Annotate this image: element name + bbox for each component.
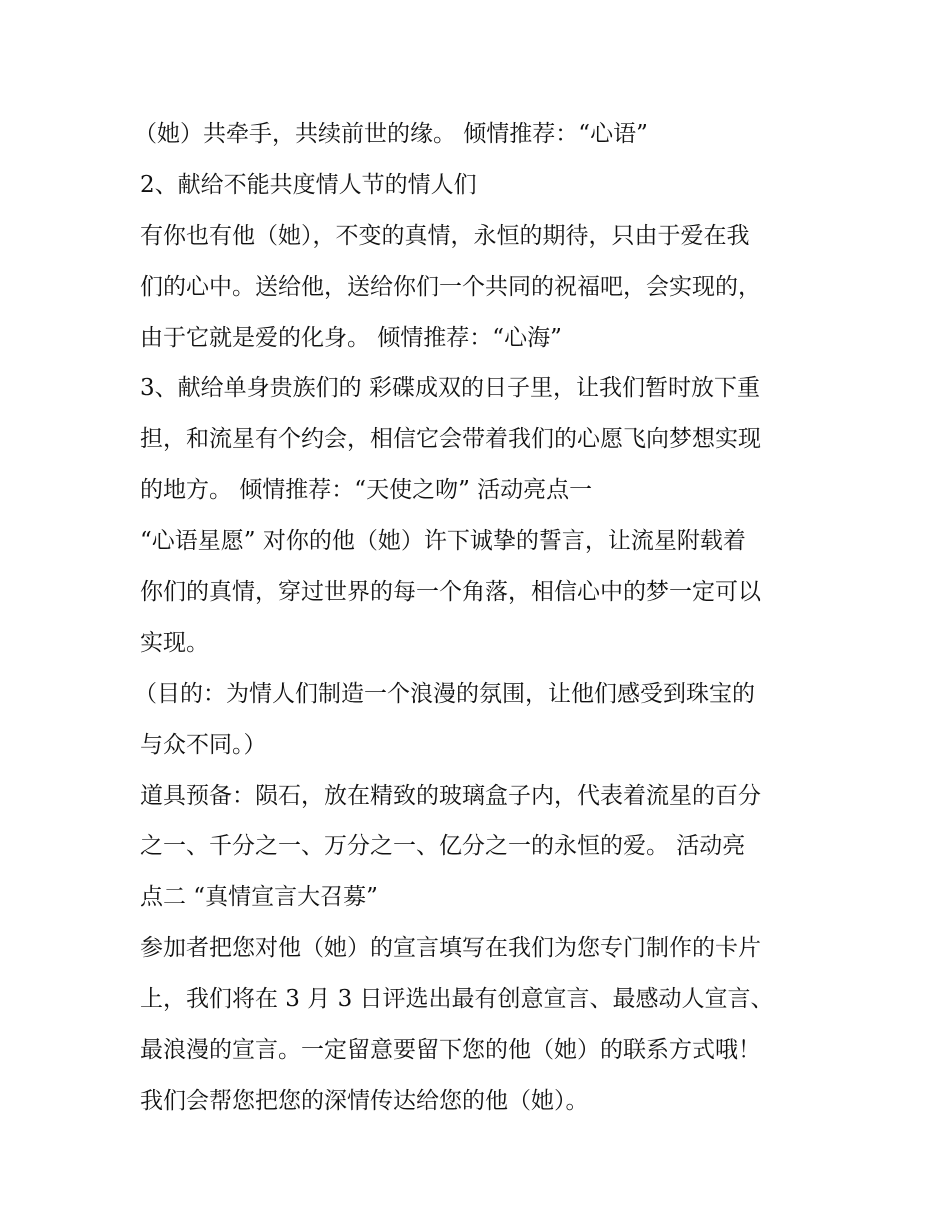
text-line: （目的：为情人们制造一个浪漫的氛围，让他们感受到珠宝的 [134,680,755,707]
text-line: 与众不同。） [140,731,267,758]
text-line: 你们的真情，穿过世界的每一个角落，相信心中的梦一定可以 [140,579,761,606]
text-line: 3、献给单身贵族们的 彩碟成双的日子里，让我们暂时放下重 [140,375,760,402]
text-line: 2、献给不能共度情人节的情人们 [140,171,477,198]
text-line: 参加者把您对他（她）的宣言填写在我们为您专门制作的卡片 [140,935,761,962]
text-line: 有你也有他（她），不变的真情，永恒的期待，只由于爱在我 [140,222,750,249]
text-line: 我们会帮您把您的深情传达给您的他（她）。 [140,1087,589,1114]
text-line: 实现。 [140,629,209,656]
text-line: 之一、千分之一、万分之一、亿分之一的永恒的爱。 活动亮 [140,833,746,860]
document-body [134,109,830,1127]
text-line: 们的心中。送给他，送给你们一个共同的祝福吧，会实现的， [140,273,761,300]
text-line: 担，和流星有个约会，相信它会带着我们的心愿飞向梦想实现 [140,426,761,453]
text-line: 的地方。 倾情推荐：“天使之吻” 活动亮点一 [140,477,593,504]
text-line: 道具预备：陨石，放在精致的玻璃盒子内，代表着流星的百分 [140,782,761,809]
text-line: “心语星愿” 对你的他（她）许下诚挚的誓言，让流星附载着 [140,528,746,555]
text-line: 上，我们将在 3 月 3 日评选出最有创意宣言、最感动人宣言、 [140,986,774,1013]
text-line: 由于它就是爱的化身。 倾情推荐：“心海” [140,324,562,351]
text-line: 点二 “真情宣言大召募” [140,884,378,911]
text-line: （她）共牵手，共续前世的缘。 倾情推荐：“心语” [134,121,648,147]
text-line: 最浪漫的宣言。一定留意要留下您的他（她）的联系方式哦！ [140,1037,761,1064]
